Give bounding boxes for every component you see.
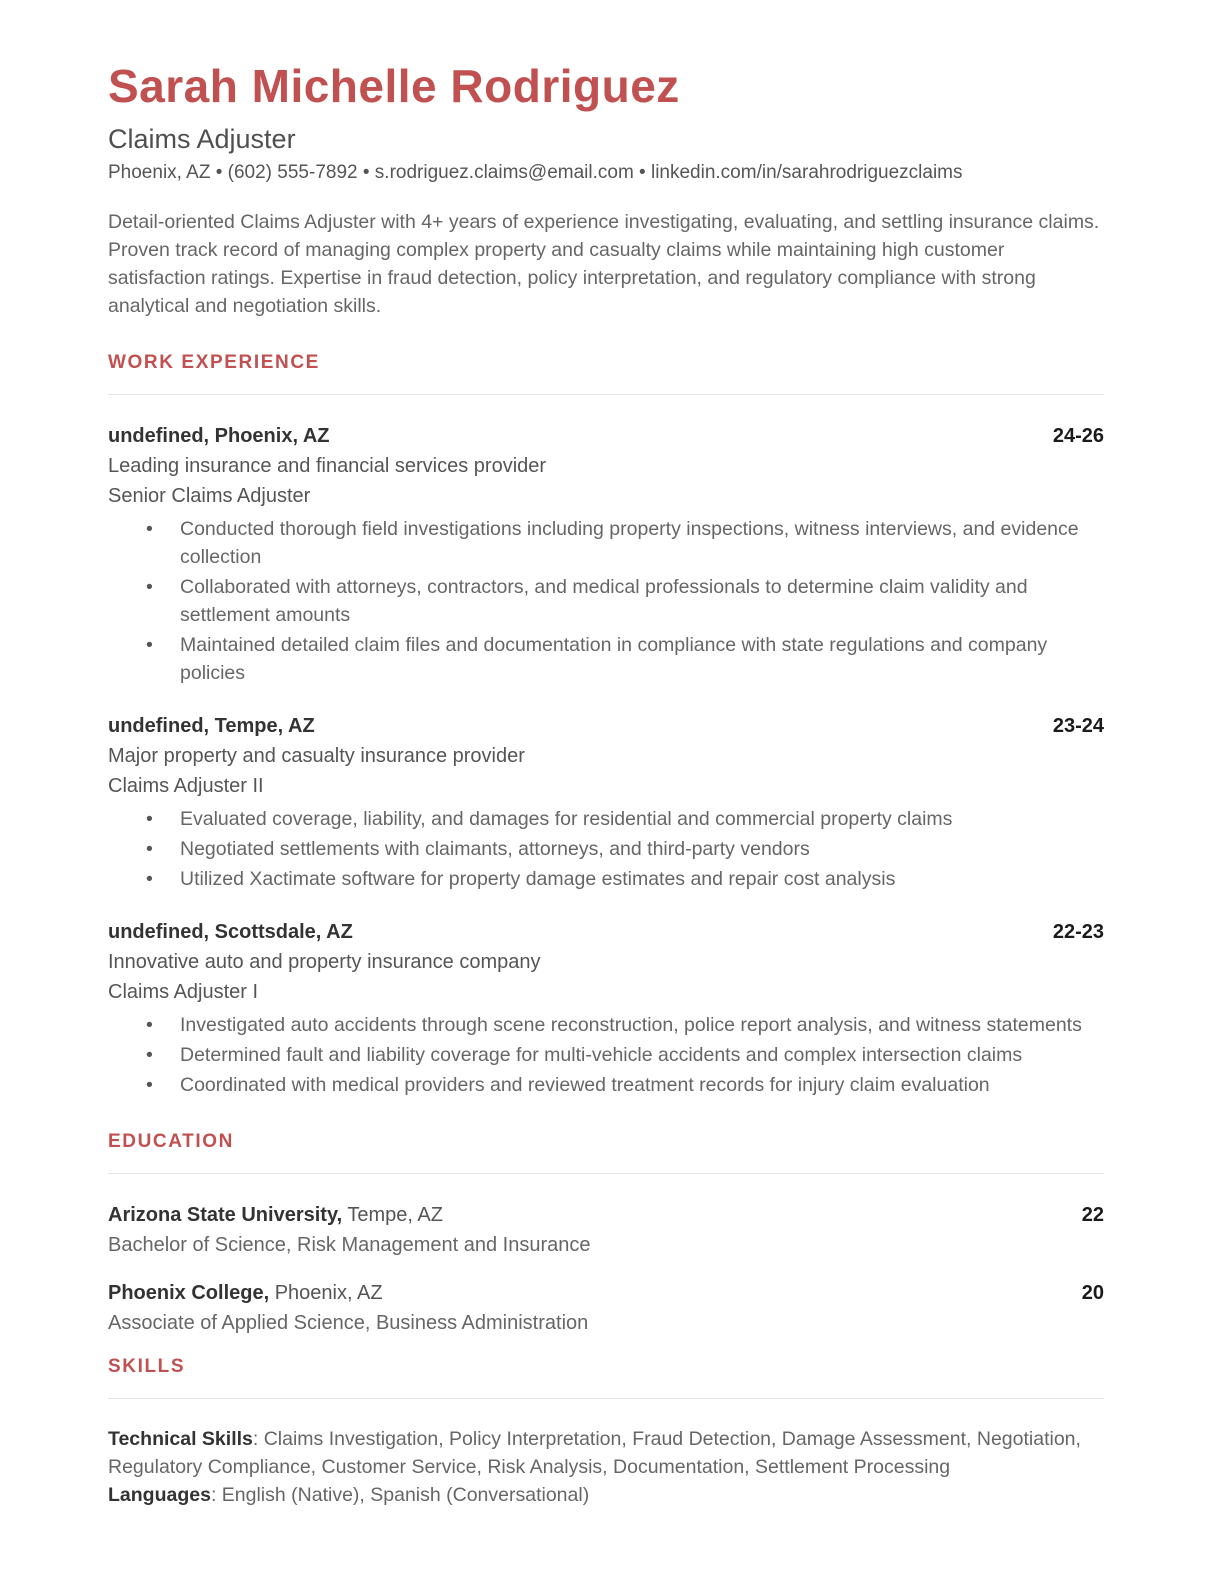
job-bullet: • Collaborated with attorneys, contractors, and medical professionals to determine claim validity and settlement amounts: [108, 573, 1104, 629]
education-school-location: Phoenix, AZ: [269, 1282, 383, 1305]
education-header: [108, 1278, 1104, 1308]
education-header: [108, 1200, 1104, 1230]
section-divider: [108, 1398, 1104, 1399]
skill-label: Technical Skills: [108, 1428, 253, 1451]
job-bullet: • Maintained detailed claim files and documentation in compliance with state regulations and company policies: [108, 631, 1104, 687]
person-name: Sarah Michelle Rodriguez: [108, 60, 680, 112]
job-role: Claims Adjuster I: [108, 981, 259, 1004]
section-heading-skills: SKILLS: [108, 1356, 186, 1378]
job-bullet-list: [108, 805, 1104, 893]
section-education: [108, 1131, 1104, 1338]
job-bullet: • Negotiated settlements with claimants, attorneys, and third-party vendors: [108, 835, 1104, 863]
job-dates: 24-26: [1052, 425, 1104, 448]
education-school-line: [108, 1278, 383, 1308]
job-bullet: • Coordinated with medical providers and reviewed treatment records for injury claim evaluation: [108, 1071, 1104, 1099]
job-bullet: • Investigated auto accidents through scene reconstruction, police report analysis, and witness statements: [108, 1011, 1104, 1039]
education-school-location: Tempe, AZ: [342, 1204, 443, 1227]
person-job-title: Claims Adjuster: [108, 123, 296, 154]
job-company-description: Major property and casualty insurance provider: [108, 745, 525, 768]
section-divider: [108, 394, 1104, 395]
section-heading-work-experience: WORK EXPERIENCE: [108, 352, 320, 374]
education-entry: [108, 1200, 1104, 1260]
skill-label: Languages: [108, 1484, 211, 1507]
job-bullet: • Determined fault and liability coverage for multi-vehicle accidents and complex intersection claims: [108, 1041, 1104, 1069]
education-school-name: Phoenix College,: [108, 1282, 270, 1305]
job-bullet: • Evaluated coverage, liability, and damages for residential and commercial property claims: [108, 805, 1104, 833]
job-entry: [108, 917, 1104, 1099]
job-entry: [108, 421, 1104, 687]
job-header: [108, 917, 1104, 947]
skill-value: : English (Native), Spanish (Conversational): [210, 1484, 590, 1507]
job-title: undefined, Phoenix, AZ: [108, 425, 330, 448]
section-heading-education: EDUCATION: [108, 1131, 234, 1153]
job-company-description: Leading insurance and financial services provider: [108, 455, 547, 478]
job-dates: 23-24: [1052, 715, 1104, 738]
skill-line: [108, 1425, 1104, 1481]
job-title: undefined, Tempe, AZ: [108, 715, 315, 738]
education-entry: [108, 1278, 1104, 1338]
education-dates: 20: [1081, 1282, 1104, 1305]
job-entry: [108, 711, 1104, 893]
education-school-name: Arizona State University,: [108, 1204, 343, 1227]
job-header: [108, 421, 1104, 451]
job-role: Claims Adjuster II: [108, 775, 264, 798]
section-skills: [108, 1356, 1104, 1509]
job-bullet-list: [108, 515, 1104, 687]
section-divider: [108, 1173, 1104, 1174]
contact-line: Phoenix, AZ • (602) 555-7892 • s.rodriguez.claims@email.com • linkedin.com/in/sarahrodriguezclaims: [108, 162, 963, 184]
resume-header: [108, 60, 1104, 184]
skill-line: [108, 1481, 1104, 1509]
section-work-experience: [108, 352, 1104, 1099]
job-bullet: • Conducted thorough field investigations including property inspections, witness interviews, and evidence collection: [108, 515, 1104, 571]
job-header: [108, 711, 1104, 741]
job-title: undefined, Scottsdale, AZ: [108, 921, 353, 944]
skill-value: : Claims Investigation, Policy Interpretation, Fraud Detection, Damage Assessment, Negotiation, Regulatory Compliance, Customer Service, Risk Analysis, Documentation, Settlement Processing: [108, 1428, 1081, 1479]
job-company-description: Innovative auto and property insurance company: [108, 951, 541, 974]
education-school-line: [108, 1200, 443, 1230]
job-role: Senior Claims Adjuster: [108, 485, 311, 508]
education-degree: Bachelor of Science, Risk Management and Insurance: [108, 1234, 591, 1257]
job-bullet-list: [108, 1011, 1104, 1099]
job-dates: 22-23: [1052, 921, 1104, 944]
education-dates: 22: [1081, 1204, 1104, 1227]
job-bullet: • Utilized Xactimate software for property damage estimates and repair cost analysis: [108, 865, 1104, 893]
education-degree: Associate of Applied Science, Business Administration: [108, 1312, 589, 1335]
summary-paragraph: Detail-oriented Claims Adjuster with 4+ years of experience investigating, evaluating, and settling insurance claims. Proven track record of managing complex property and casualty claims while maintaining high customer satisfaction ratings. Expertise in fraud detection, policy interpretation, and regulatory compliance with strong analytical and negotiation skills.: [108, 211, 1100, 318]
